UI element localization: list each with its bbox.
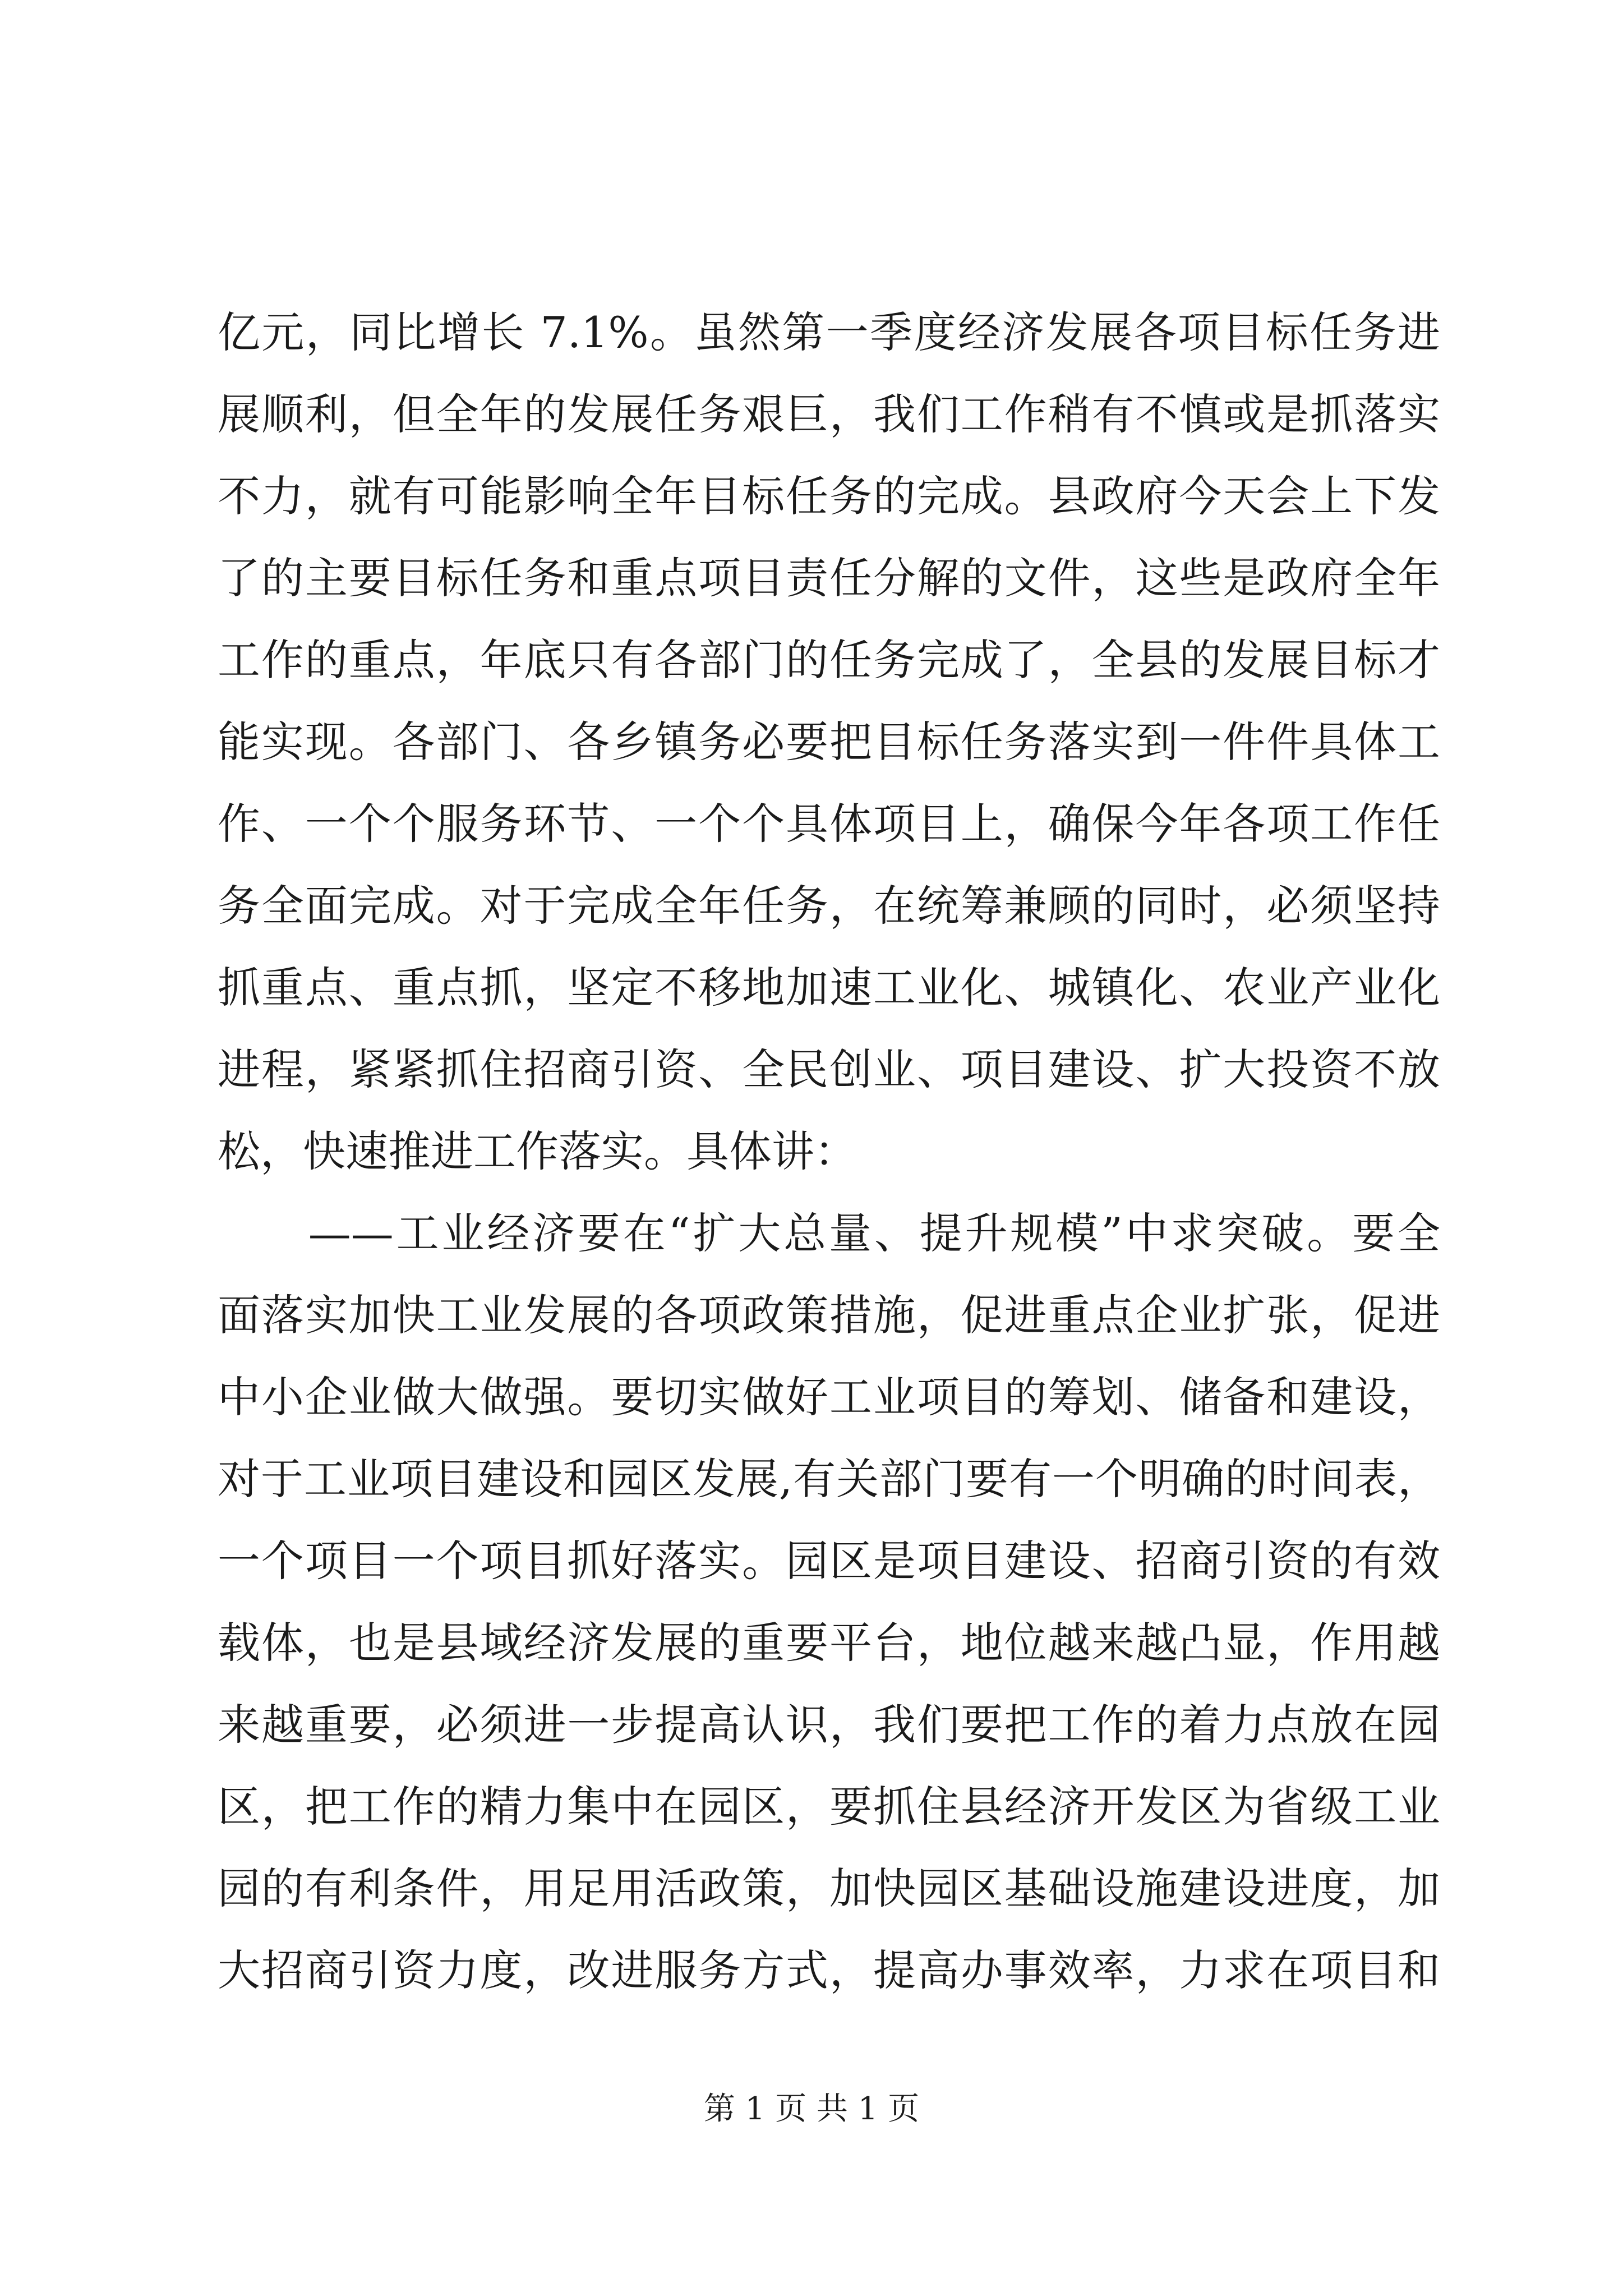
text-line-1: 亿元，同比增长 7.1%。虽然第一季度经济发展各项目标任务进	[218, 307, 1440, 357]
text-line-2: 展顺利，但全年的发展任务艰巨，我们工作稍有不慎或是抓落实	[218, 389, 1440, 439]
text-line-16: 一个项目一个项目抓好落实。园区是项目建设、招商引资的有效	[218, 1536, 1440, 1586]
text-line-3: 不力，就有可能影响全年目标任务的完成。县政府今天会上下发	[218, 471, 1440, 521]
text-line-21: 大招商引资力度，改进服务方式，提高办事效率，力求在项目和	[218, 1945, 1440, 1995]
text-line-7: 作、一个个服务环节、一个个具体项目上，确保今年各项工作任	[218, 799, 1440, 849]
text-line-10: 进程，紧紧抓住招商引资、全民创业、项目建设、扩大投资不放	[218, 1045, 1440, 1094]
text-line-14: 中小企业做大做强。要切实做好工业项目的筹划、储备和建设，	[218, 1372, 1440, 1422]
text-line-13: 面落实加快工业发展的各项政策措施，促进重点企业扩张，促进	[218, 1290, 1440, 1340]
text-line-4: 了的主要目标任务和重点项目责任分解的文件，这些是政府全年	[218, 553, 1440, 603]
text-line-15: 对于工业项目建设和园区发展,有关部门要有一个明确的时间表，	[218, 1454, 1440, 1504]
page-footer: 第 1 页 共 1 页	[703, 2091, 920, 2127]
text-line-12: ——工业经济要在“扩大总量、提升规模”中求突破。要全	[218, 1208, 1440, 1258]
text-line-9: 抓重点、重点抓，坚定不移地加速工业化、城镇化、农业产业化	[218, 963, 1440, 1013]
text-line-17: 载体，也是县域经济发展的重要平台，地位越来越凸显，作用越	[218, 1618, 1440, 1668]
text-line-20: 园的有利条件，用足用活政策，加快园区基础设施建设进度，加	[218, 1864, 1440, 1913]
text-line-19: 区，把工作的精力集中在园区，要抓住县经济开发区为省级工业	[218, 1782, 1440, 1832]
text-line-5: 工作的重点，年底只有各部门的任务完成了，全县的发展目标才	[218, 635, 1440, 685]
body-text	[218, 292, 1440, 2012]
text-line-18: 来越重要，必须进一步提高认识，我们要把工作的着力点放在园	[218, 1700, 1440, 1750]
text-line-6: 能实现。各部门、各乡镇务必要把目标任务落实到一件件具体工	[218, 717, 1440, 767]
text-line-8: 务全面完成。对于完成全年任务，在统筹兼顾的同时，必须坚持	[218, 881, 1440, 931]
text-line-11: 松，快速推进工作落实。具体讲：	[218, 1126, 857, 1176]
